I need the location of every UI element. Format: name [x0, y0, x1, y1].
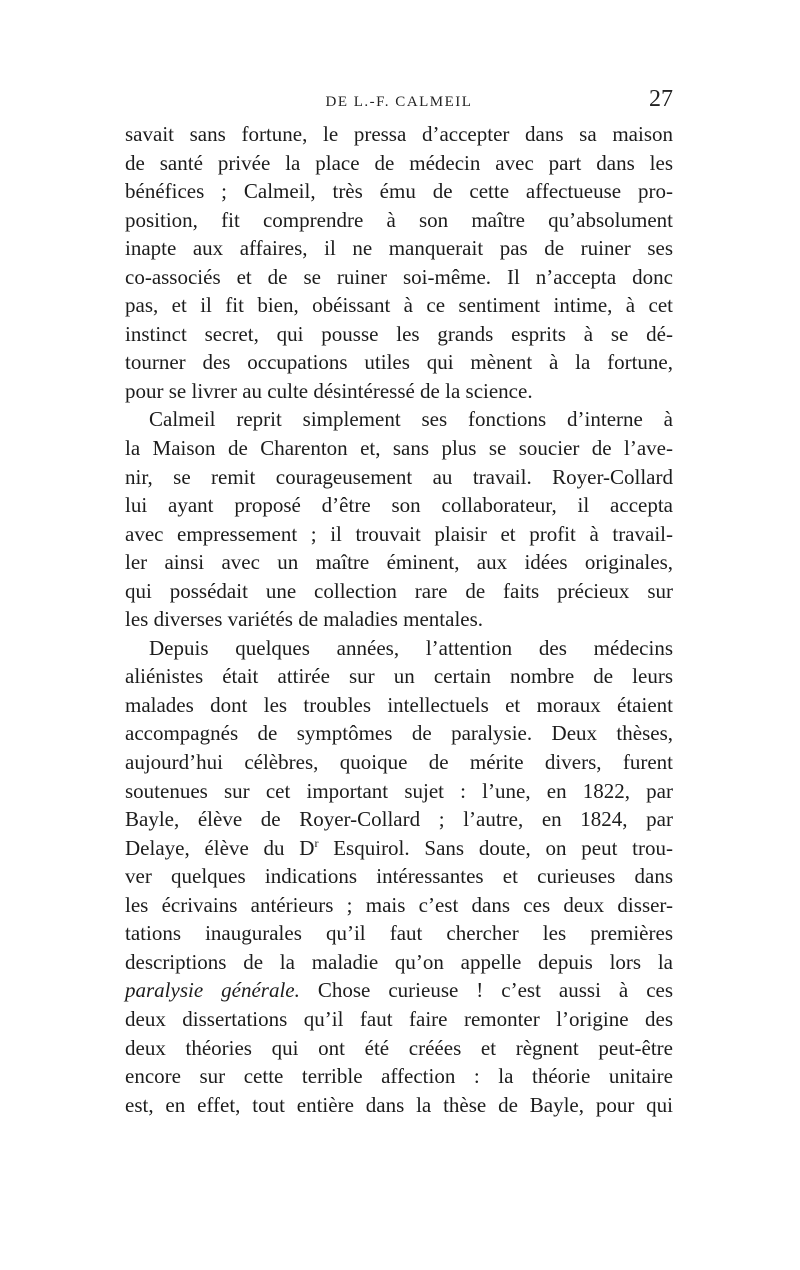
text-line: tourner des occupations utiles qui mènent à la fortune, — [125, 350, 673, 375]
text-line: la Maison de Charenton et, sans plus se soucier de l’ave- — [125, 436, 673, 461]
text-line: savait sans fortune, le pressa d’accepter dans sa maison — [125, 122, 673, 146]
text-line: soutenues sur cet important sujet : l’une, en 1822, par — [125, 778, 673, 803]
superscript: r — [314, 835, 319, 850]
body-text — [125, 120, 673, 1119]
text-line: bénéfices ; Calmeil, très ému de cette affectueuse pro- — [125, 179, 673, 204]
text-line: deux théories qui ont été créées et règnent peut-être — [125, 1035, 673, 1060]
text-line: avec empressement ; il trouvait plaisir et profit à travail- — [125, 521, 673, 546]
text-line: co-associés et de se ruiner soi-même. Il n’accepta donc — [125, 264, 673, 289]
text-line: tations inaugurales qu’il faut chercher les premières — [125, 921, 673, 946]
text-segment: Delaye, élève du D — [125, 835, 315, 860]
text-segment: Chose curieuse ! c’est aussi à ces — [299, 978, 674, 1003]
text-line: de santé privée la place de médecin avec part dans les — [125, 150, 673, 175]
text-line: encore sur cette terrible affection : la théorie unitaire — [125, 1064, 673, 1089]
text-line: les écrivains antérieurs ; mais c’est dans ces deux disser- — [125, 892, 673, 917]
text-line: instinct secret, qui pousse les grands esprits à se dé- — [125, 321, 673, 346]
text-line: aujourd’hui célèbres, quoique de mérite divers, furent — [125, 750, 673, 775]
text-line: Depuis quelques années, l’attention des médecins — [149, 635, 673, 660]
text-line: pour se livrer au culte désintéressé de la science. — [125, 378, 533, 403]
text-line — [125, 834, 673, 863]
text-line: inapte aux affaires, il ne manquerait pas de ruiner ses — [125, 236, 673, 261]
text-line: ver quelques indications intéressantes et curieuses dans — [125, 864, 673, 889]
text-line: Bayle, élève de Royer-Collard ; l’autre, en 1824, par — [125, 807, 673, 832]
text-line: lui ayant proposé d’être son collaborateur, il accepta — [125, 493, 673, 518]
text-line: nir, se remit courageusement au travail. Royer-Collard — [125, 464, 673, 489]
text-segment: Esquirol. Sans doute, on peut trou- — [318, 835, 673, 860]
text-line: position, fit comprendre à son maître qu’absolument — [125, 207, 673, 232]
text-line: descriptions de la maladie qu’on appelle depuis lors la — [125, 949, 673, 974]
text-line: malades dont les troubles intellectuels et moraux étaient — [125, 692, 673, 717]
page-number: 27 — [649, 86, 673, 112]
paragraph-2 — [125, 405, 673, 633]
running-title: DE L.-F. CALMEIL — [325, 94, 473, 110]
paragraph-3 — [125, 634, 673, 1119]
text-line: deux dissertations qu’il faut faire remonter l’origine des — [125, 1006, 673, 1031]
text-line: accompagnés de symptômes de paralysie. Deux thèses, — [125, 721, 673, 746]
text-line: pas, et il fit bien, obéissant à ce sentiment intime, à cet — [125, 293, 673, 318]
text-line: est, en effet, tout entière dans la thèse de Bayle, pour qui — [125, 1092, 673, 1117]
text-line: les diverses variétés de maladies mentales. — [125, 607, 484, 632]
running-head — [125, 86, 673, 116]
text-line: aliénistes était attirée sur un certain nombre de leurs — [125, 664, 673, 689]
text-line: ler ainsi avec un maître éminent, aux idées originales, — [125, 550, 673, 575]
text-line: qui possédait une collection rare de faits précieux sur — [125, 578, 673, 603]
text-line: Calmeil reprit simplement ses fonctions d’interne à — [149, 407, 673, 432]
text-line — [125, 976, 673, 1005]
italic-term: paralysie générale. — [125, 978, 300, 1003]
paragraph-1 — [125, 120, 673, 405]
